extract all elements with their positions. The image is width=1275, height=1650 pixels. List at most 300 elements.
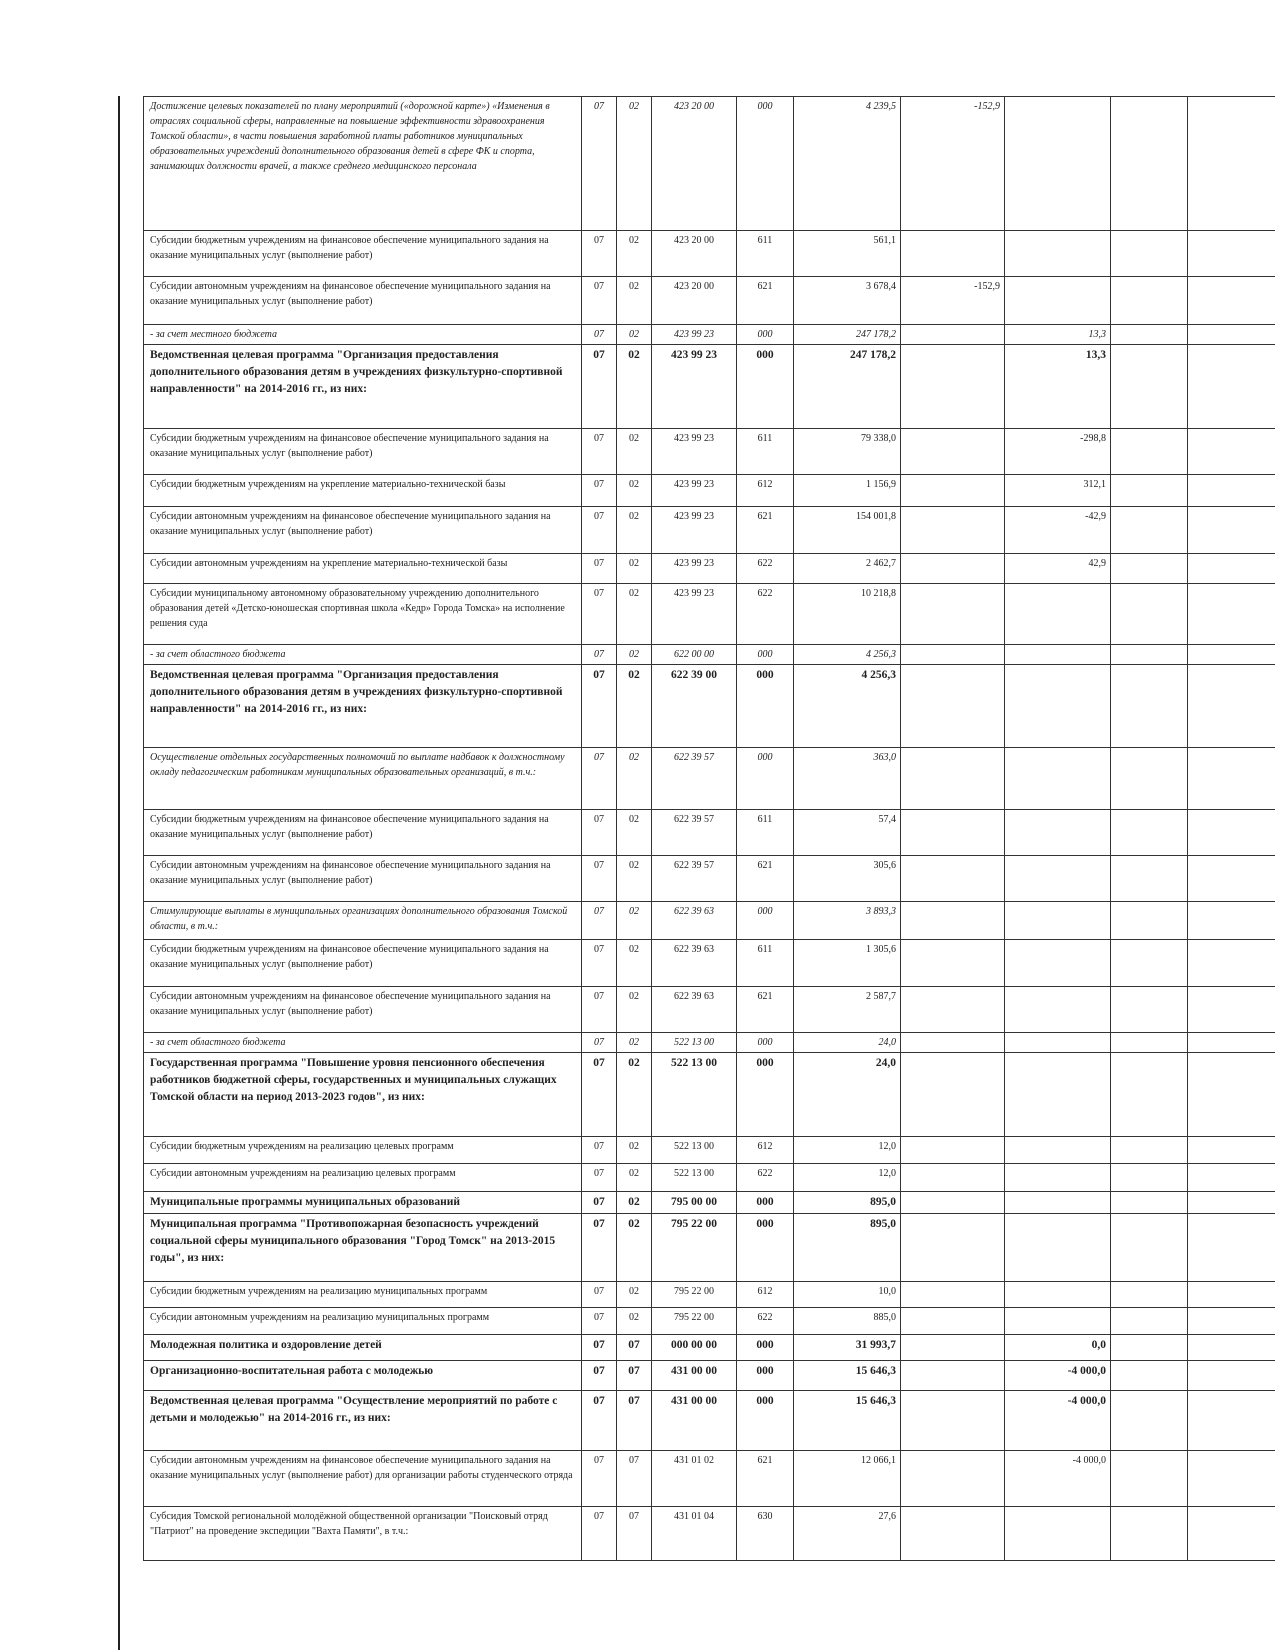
change-cell-2 xyxy=(1005,97,1111,231)
table-row xyxy=(144,1308,1275,1335)
change-cell-2 xyxy=(1005,1137,1111,1164)
section-code-cell: 07 xyxy=(582,584,617,645)
change-cell-2 xyxy=(1005,748,1111,810)
table-row xyxy=(144,1137,1275,1164)
table-row xyxy=(144,902,1275,940)
empty-cell-1 xyxy=(1111,475,1188,507)
target-article-cell: 622 39 63 xyxy=(652,902,737,940)
subsection-code-cell: 02 xyxy=(617,1137,652,1164)
table-row xyxy=(144,1335,1275,1361)
table-row xyxy=(144,748,1275,810)
section-code-cell: 07 xyxy=(582,665,617,748)
target-article-cell: 423 99 23 xyxy=(652,325,737,345)
change-cell-1: -152,9 xyxy=(901,97,1005,231)
empty-cell-2 xyxy=(1188,987,1275,1033)
subsection-code-cell: 02 xyxy=(617,1053,652,1137)
target-article-cell: 622 39 57 xyxy=(652,748,737,810)
row-name-cell: Субсидии автономным учреждениям на реализацию муниципальных программ xyxy=(144,1308,582,1335)
budget-table-body xyxy=(144,97,1275,1561)
subsection-code-cell: 07 xyxy=(617,1507,652,1561)
section-code-cell: 07 xyxy=(582,1053,617,1137)
change-cell-1 xyxy=(901,1282,1005,1308)
section-code-cell: 07 xyxy=(582,1507,617,1561)
change-cell-1 xyxy=(901,429,1005,475)
table-row xyxy=(144,97,1275,231)
empty-cell-1 xyxy=(1111,1391,1188,1451)
subsection-code-cell: 02 xyxy=(617,97,652,231)
target-article-cell: 522 13 00 xyxy=(652,1053,737,1137)
change-cell-2 xyxy=(1005,1164,1111,1192)
empty-cell-1 xyxy=(1111,554,1188,584)
change-cell-2 xyxy=(1005,987,1111,1033)
empty-cell-1 xyxy=(1111,1335,1188,1361)
change-cell-2: -298,8 xyxy=(1005,429,1111,475)
change-cell-2 xyxy=(1005,584,1111,645)
target-article-cell: 522 13 00 xyxy=(652,1137,737,1164)
expense-type-cell: 612 xyxy=(737,1137,794,1164)
empty-cell-2 xyxy=(1188,345,1275,429)
change-cell-1 xyxy=(901,1033,1005,1053)
empty-cell-1 xyxy=(1111,810,1188,856)
amount-cell: 247 178,2 xyxy=(794,345,901,429)
change-cell-1 xyxy=(901,902,1005,940)
expense-type-cell: 000 xyxy=(737,325,794,345)
expense-type-cell: 000 xyxy=(737,1053,794,1137)
change-cell-2 xyxy=(1005,1192,1111,1214)
row-name-cell: Субсидии бюджетным учреждениям на финансовое обеспечение муниципального задания на оказание муниципальных услуг (выполнение работ) xyxy=(144,429,582,475)
section-code-cell: 07 xyxy=(582,810,617,856)
empty-cell-1 xyxy=(1111,231,1188,277)
row-name-cell: Муниципальные программы муниципальных образований xyxy=(144,1192,582,1214)
expense-type-cell: 611 xyxy=(737,940,794,987)
section-code-cell: 07 xyxy=(582,1335,617,1361)
subsection-code-cell: 02 xyxy=(617,1282,652,1308)
empty-cell-1 xyxy=(1111,1164,1188,1192)
empty-cell-1 xyxy=(1111,429,1188,475)
row-name-cell: Субсидии автономным учреждениям на финансовое обеспечение муниципального задания на оказание муниципальных услуг (выполнение работ) xyxy=(144,987,582,1033)
amount-cell: 12,0 xyxy=(794,1137,901,1164)
table-row xyxy=(144,1033,1275,1053)
target-article-cell: 522 13 00 xyxy=(652,1033,737,1053)
change-cell-1 xyxy=(901,325,1005,345)
amount-cell: 3 893,3 xyxy=(794,902,901,940)
empty-cell-1 xyxy=(1111,1361,1188,1391)
row-name-cell: Субсидии автономным учреждениям на финансовое обеспечение муниципального задания на оказание муниципальных услуг (выполнение работ) для организации работы студенческого отряда xyxy=(144,1451,582,1507)
empty-cell-2 xyxy=(1188,902,1275,940)
change-cell-1 xyxy=(901,987,1005,1033)
row-name-cell: Осуществление отдельных государственных полномочий по выплате надбавок к должностному окладу педагогическим работникам муниципальных образовательных организаций, в т.ч.: xyxy=(144,748,582,810)
row-name-cell: Субсидии автономным учреждениям на финансовое обеспечение муниципального задания на оказание муниципальных услуг (выполнение работ) xyxy=(144,277,582,325)
target-article-cell: 795 22 00 xyxy=(652,1308,737,1335)
target-article-cell: 622 00 00 xyxy=(652,645,737,665)
change-cell-1 xyxy=(901,345,1005,429)
empty-cell-1 xyxy=(1111,1507,1188,1561)
section-code-cell: 07 xyxy=(582,277,617,325)
target-article-cell: 423 99 23 xyxy=(652,429,737,475)
subsection-code-cell: 07 xyxy=(617,1361,652,1391)
empty-cell-1 xyxy=(1111,277,1188,325)
expense-type-cell: 000 xyxy=(737,1391,794,1451)
expense-type-cell: 000 xyxy=(737,1335,794,1361)
change-cell-1 xyxy=(901,810,1005,856)
row-name-cell: Ведомственная целевая программа "Организация предоставления дополнительного образования детям в учреждениях физкультурно-спортивной направленности" на 2014-2016 гг., из них: xyxy=(144,345,582,429)
row-name-cell: Стимулирующие выплаты в муниципальных организациях дополнительного образования Томской области, в т.ч.: xyxy=(144,902,582,940)
amount-cell: 10 218,8 xyxy=(794,584,901,645)
amount-cell: 10,0 xyxy=(794,1282,901,1308)
change-cell-2: 13,3 xyxy=(1005,325,1111,345)
table-row xyxy=(144,1192,1275,1214)
target-article-cell: 423 99 23 xyxy=(652,475,737,507)
change-cell-2 xyxy=(1005,810,1111,856)
target-article-cell: 622 39 00 xyxy=(652,665,737,748)
section-code-cell: 07 xyxy=(582,1192,617,1214)
table-row xyxy=(144,810,1275,856)
empty-cell-2 xyxy=(1188,231,1275,277)
expense-type-cell: 621 xyxy=(737,277,794,325)
change-cell-1 xyxy=(901,1192,1005,1214)
empty-cell-1 xyxy=(1111,584,1188,645)
table-row xyxy=(144,856,1275,902)
table-row xyxy=(144,231,1275,277)
change-cell-2 xyxy=(1005,1033,1111,1053)
amount-cell: 4 256,3 xyxy=(794,645,901,665)
change-cell-1 xyxy=(901,584,1005,645)
row-name-cell: - за счет местного бюджета xyxy=(144,325,582,345)
row-name-cell: Субсидии автономным учреждениям на финансовое обеспечение муниципального задания на оказание муниципальных услуг (выполнение работ) xyxy=(144,856,582,902)
target-article-cell: 795 00 00 xyxy=(652,1192,737,1214)
section-code-cell: 07 xyxy=(582,1391,617,1451)
amount-cell: 363,0 xyxy=(794,748,901,810)
expense-type-cell: 621 xyxy=(737,987,794,1033)
section-code-cell: 07 xyxy=(582,554,617,584)
change-cell-2: -4 000,0 xyxy=(1005,1361,1111,1391)
expense-type-cell: 000 xyxy=(737,1192,794,1214)
expense-type-cell: 000 xyxy=(737,345,794,429)
table-row xyxy=(144,1282,1275,1308)
empty-cell-1 xyxy=(1111,902,1188,940)
empty-cell-2 xyxy=(1188,1361,1275,1391)
empty-cell-2 xyxy=(1188,1451,1275,1507)
empty-cell-2 xyxy=(1188,856,1275,902)
subsection-code-cell: 02 xyxy=(617,325,652,345)
target-article-cell: 423 99 23 xyxy=(652,507,737,554)
change-cell-2 xyxy=(1005,277,1111,325)
row-name-cell: Субсидии автономным учреждениям на финансовое обеспечение муниципального задания на оказание муниципальных услуг (выполнение работ) xyxy=(144,507,582,554)
subsection-code-cell: 02 xyxy=(617,1308,652,1335)
subsection-code-cell: 02 xyxy=(617,665,652,748)
empty-cell-1 xyxy=(1111,665,1188,748)
empty-cell-2 xyxy=(1188,1308,1275,1335)
change-cell-1 xyxy=(901,475,1005,507)
subsection-code-cell: 02 xyxy=(617,554,652,584)
change-cell-1 xyxy=(901,856,1005,902)
empty-cell-2 xyxy=(1188,748,1275,810)
row-name-cell: Организационно-воспитательная работа с молодежью xyxy=(144,1361,582,1391)
target-article-cell: 795 22 00 xyxy=(652,1214,737,1282)
table-row xyxy=(144,645,1275,665)
section-code-cell: 07 xyxy=(582,987,617,1033)
section-code-cell: 07 xyxy=(582,1451,617,1507)
amount-cell: 4 239,5 xyxy=(794,97,901,231)
target-article-cell: 431 01 02 xyxy=(652,1451,737,1507)
empty-cell-1 xyxy=(1111,1282,1188,1308)
change-cell-2 xyxy=(1005,1214,1111,1282)
target-article-cell: 795 22 00 xyxy=(652,1282,737,1308)
budget-table xyxy=(143,96,1275,1561)
expense-type-cell: 000 xyxy=(737,748,794,810)
section-code-cell: 07 xyxy=(582,645,617,665)
empty-cell-1 xyxy=(1111,1137,1188,1164)
row-name-cell: - за счет областного бюджета xyxy=(144,645,582,665)
empty-cell-1 xyxy=(1111,1053,1188,1137)
section-code-cell: 07 xyxy=(582,97,617,231)
target-article-cell: 423 20 00 xyxy=(652,277,737,325)
change-cell-2 xyxy=(1005,856,1111,902)
row-name-cell: - за счет областного бюджета xyxy=(144,1033,582,1053)
empty-cell-1 xyxy=(1111,1308,1188,1335)
change-cell-2: 0,0 xyxy=(1005,1335,1111,1361)
change-cell-1 xyxy=(901,507,1005,554)
row-name-cell: Молодежная политика и оздоровление детей xyxy=(144,1335,582,1361)
amount-cell: 247 178,2 xyxy=(794,325,901,345)
empty-cell-2 xyxy=(1188,1391,1275,1451)
subsection-code-cell: 02 xyxy=(617,507,652,554)
expense-type-cell: 000 xyxy=(737,902,794,940)
change-cell-2 xyxy=(1005,1053,1111,1137)
section-code-cell: 07 xyxy=(582,345,617,429)
amount-cell: 1 156,9 xyxy=(794,475,901,507)
amount-cell: 31 993,7 xyxy=(794,1335,901,1361)
amount-cell: 24,0 xyxy=(794,1033,901,1053)
change-cell-2: -4 000,0 xyxy=(1005,1391,1111,1451)
amount-cell: 895,0 xyxy=(794,1214,901,1282)
table-row xyxy=(144,554,1275,584)
change-cell-2: -4 000,0 xyxy=(1005,1451,1111,1507)
section-code-cell: 07 xyxy=(582,1164,617,1192)
section-code-cell: 07 xyxy=(582,429,617,475)
table-row xyxy=(144,1053,1275,1137)
subsection-code-cell: 02 xyxy=(617,231,652,277)
subsection-code-cell: 02 xyxy=(617,277,652,325)
target-article-cell: 622 39 63 xyxy=(652,987,737,1033)
target-article-cell: 522 13 00 xyxy=(652,1164,737,1192)
expense-type-cell: 622 xyxy=(737,554,794,584)
subsection-code-cell: 07 xyxy=(617,1451,652,1507)
amount-cell: 4 256,3 xyxy=(794,665,901,748)
empty-cell-2 xyxy=(1188,277,1275,325)
empty-cell-2 xyxy=(1188,1192,1275,1214)
amount-cell: 305,6 xyxy=(794,856,901,902)
change-cell-2: 312,1 xyxy=(1005,475,1111,507)
change-cell-2: 42,9 xyxy=(1005,554,1111,584)
amount-cell: 895,0 xyxy=(794,1192,901,1214)
table-row xyxy=(144,940,1275,987)
expense-type-cell: 000 xyxy=(737,97,794,231)
change-cell-1 xyxy=(901,1164,1005,1192)
table-row xyxy=(144,1164,1275,1192)
section-code-cell: 07 xyxy=(582,231,617,277)
target-article-cell: 622 39 63 xyxy=(652,940,737,987)
change-cell-1 xyxy=(901,748,1005,810)
change-cell-1 xyxy=(901,231,1005,277)
empty-cell-1 xyxy=(1111,987,1188,1033)
subsection-code-cell: 02 xyxy=(617,345,652,429)
section-code-cell: 07 xyxy=(582,940,617,987)
amount-cell: 27,6 xyxy=(794,1507,901,1561)
expense-type-cell: 000 xyxy=(737,1361,794,1391)
section-code-cell: 07 xyxy=(582,902,617,940)
expense-type-cell: 621 xyxy=(737,507,794,554)
empty-cell-1 xyxy=(1111,940,1188,987)
change-cell-1 xyxy=(901,554,1005,584)
change-cell-2: -42,9 xyxy=(1005,507,1111,554)
table-row xyxy=(144,277,1275,325)
target-article-cell: 622 39 57 xyxy=(652,856,737,902)
amount-cell: 79 338,0 xyxy=(794,429,901,475)
empty-cell-1 xyxy=(1111,1192,1188,1214)
empty-cell-2 xyxy=(1188,940,1275,987)
empty-cell-1 xyxy=(1111,1214,1188,1282)
change-cell-2 xyxy=(1005,940,1111,987)
empty-cell-2 xyxy=(1188,1053,1275,1137)
target-article-cell: 423 99 23 xyxy=(652,584,737,645)
row-name-cell: Государственная программа "Повышение уровня пенсионного обеспечения работников бюджетной сферы, государственных и муниципальных служащих Томской области на период 2013-2023 годов", из них: xyxy=(144,1053,582,1137)
table-row xyxy=(144,1214,1275,1282)
empty-cell-1 xyxy=(1111,645,1188,665)
subsection-code-cell: 02 xyxy=(617,987,652,1033)
amount-cell: 15 646,3 xyxy=(794,1391,901,1451)
subsection-code-cell: 02 xyxy=(617,1214,652,1282)
empty-cell-2 xyxy=(1188,810,1275,856)
empty-cell-2 xyxy=(1188,429,1275,475)
amount-cell: 15 646,3 xyxy=(794,1361,901,1391)
expense-type-cell: 612 xyxy=(737,475,794,507)
empty-cell-2 xyxy=(1188,507,1275,554)
table-row xyxy=(144,987,1275,1033)
expense-type-cell: 000 xyxy=(737,665,794,748)
subsection-code-cell: 02 xyxy=(617,940,652,987)
change-cell-1 xyxy=(901,1214,1005,1282)
table-row xyxy=(144,345,1275,429)
expense-type-cell: 611 xyxy=(737,429,794,475)
expense-type-cell: 630 xyxy=(737,1507,794,1561)
change-cell-1 xyxy=(901,1053,1005,1137)
empty-cell-2 xyxy=(1188,1164,1275,1192)
table-row xyxy=(144,1361,1275,1391)
amount-cell: 3 678,4 xyxy=(794,277,901,325)
section-code-cell: 07 xyxy=(582,1214,617,1282)
change-cell-2 xyxy=(1005,231,1111,277)
row-name-cell: Субсидии бюджетным учреждениям на финансовое обеспечение муниципального задания на оказание муниципальных услуг (выполнение работ) xyxy=(144,940,582,987)
subsection-code-cell: 07 xyxy=(617,1391,652,1451)
row-name-cell: Субсидии бюджетным учреждениям на реализацию муниципальных программ xyxy=(144,1282,582,1308)
table-row xyxy=(144,584,1275,645)
table-row xyxy=(144,429,1275,475)
target-article-cell: 423 20 00 xyxy=(652,231,737,277)
change-cell-2 xyxy=(1005,1282,1111,1308)
section-code-cell: 07 xyxy=(582,1282,617,1308)
amount-cell: 561,1 xyxy=(794,231,901,277)
empty-cell-2 xyxy=(1188,1214,1275,1282)
target-article-cell: 431 01 04 xyxy=(652,1507,737,1561)
section-code-cell: 07 xyxy=(582,856,617,902)
subsection-code-cell: 02 xyxy=(617,748,652,810)
section-code-cell: 07 xyxy=(582,507,617,554)
section-code-cell: 07 xyxy=(582,1137,617,1164)
subsection-code-cell: 02 xyxy=(617,475,652,507)
row-name-cell: Достижение целевых показателей по плану мероприятий («дорожной карте») «Изменения в отраслях социальной сферы, направленные на повышение эффективности здравоохранения Томской области», в части повышения заработной платы работников муниципальных образовательных учреждений дополнительного образования детей в сфере ФК и спорта, занимающих должности врачей, а также среднего медицинского персонала xyxy=(144,97,582,231)
change-cell-1: -152,9 xyxy=(901,277,1005,325)
amount-cell: 24,0 xyxy=(794,1053,901,1137)
amount-cell: 1 305,6 xyxy=(794,940,901,987)
empty-cell-2 xyxy=(1188,1282,1275,1308)
amount-cell: 885,0 xyxy=(794,1308,901,1335)
subsection-code-cell: 02 xyxy=(617,902,652,940)
table-row xyxy=(144,1451,1275,1507)
amount-cell: 2 462,7 xyxy=(794,554,901,584)
empty-cell-2 xyxy=(1188,97,1275,231)
row-name-cell: Субсидии бюджетным учреждениям на реализацию целевых программ xyxy=(144,1137,582,1164)
empty-cell-2 xyxy=(1188,554,1275,584)
change-cell-2 xyxy=(1005,902,1111,940)
change-cell-1 xyxy=(901,1451,1005,1507)
change-cell-1 xyxy=(901,940,1005,987)
table-row xyxy=(144,475,1275,507)
table-row xyxy=(144,325,1275,345)
change-cell-2: 13,3 xyxy=(1005,345,1111,429)
subsection-code-cell: 02 xyxy=(617,1192,652,1214)
expense-type-cell: 622 xyxy=(737,1308,794,1335)
change-cell-1 xyxy=(901,1391,1005,1451)
row-name-cell: Ведомственная целевая программа "Организация предоставления дополнительного образования детям в учреждениях физкультурно-спортивной направленности" на 2014-2016 гг., из них: xyxy=(144,665,582,748)
empty-cell-2 xyxy=(1188,475,1275,507)
section-code-cell: 07 xyxy=(582,1308,617,1335)
expense-type-cell: 000 xyxy=(737,1214,794,1282)
target-article-cell: 423 20 00 xyxy=(652,97,737,231)
table-row xyxy=(144,1391,1275,1451)
amount-cell: 12,0 xyxy=(794,1164,901,1192)
expense-type-cell: 622 xyxy=(737,1164,794,1192)
change-cell-2 xyxy=(1005,1507,1111,1561)
expense-type-cell: 000 xyxy=(737,645,794,665)
subsection-code-cell: 02 xyxy=(617,584,652,645)
section-code-cell: 07 xyxy=(582,475,617,507)
subsection-code-cell: 02 xyxy=(617,1033,652,1053)
change-cell-1 xyxy=(901,1137,1005,1164)
row-name-cell: Субсидии автономным учреждениям на реализацию целевых программ xyxy=(144,1164,582,1192)
section-code-cell: 07 xyxy=(582,748,617,810)
row-name-cell: Субсидии бюджетным учреждениям на финансовое обеспечение муниципального задания на оказание муниципальных услуг (выполнение работ) xyxy=(144,810,582,856)
empty-cell-2 xyxy=(1188,325,1275,345)
target-article-cell: 423 99 23 xyxy=(652,345,737,429)
row-name-cell: Муниципальная программа "Противопожарная безопасность учреждений социальной сферы муниципального образования "Город Томск" на 2013-2015 годы", из них: xyxy=(144,1214,582,1282)
empty-cell-1 xyxy=(1111,856,1188,902)
empty-cell-2 xyxy=(1188,1137,1275,1164)
empty-cell-2 xyxy=(1188,1033,1275,1053)
empty-cell-1 xyxy=(1111,325,1188,345)
budget-table-sheet xyxy=(143,96,1275,1561)
row-name-cell: Субсидии автономным учреждениям на укрепление материально-технической базы xyxy=(144,554,582,584)
subsection-code-cell: 02 xyxy=(617,429,652,475)
target-article-cell: 431 00 00 xyxy=(652,1361,737,1391)
subsection-code-cell: 02 xyxy=(617,810,652,856)
change-cell-1 xyxy=(901,1335,1005,1361)
section-code-cell: 07 xyxy=(582,1361,617,1391)
change-cell-1 xyxy=(901,1507,1005,1561)
section-code-cell: 07 xyxy=(582,1033,617,1053)
change-cell-1 xyxy=(901,665,1005,748)
subsection-code-cell: 02 xyxy=(617,1164,652,1192)
